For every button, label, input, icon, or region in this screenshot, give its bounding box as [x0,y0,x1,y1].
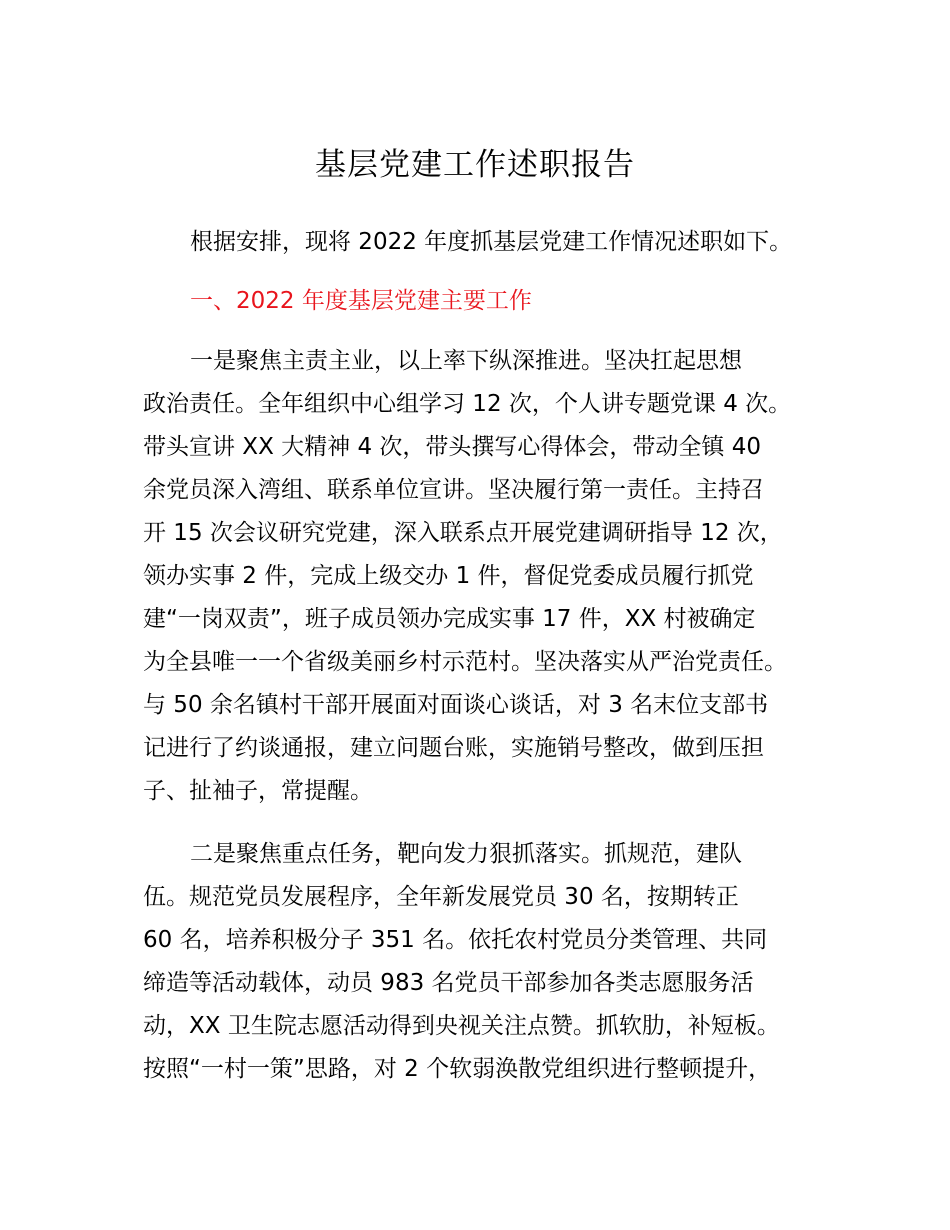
paragraph-line: 政治责任。全年组织中心组学习 12 次，个人讲专题党课 4 次。 [143,391,792,417]
document-title: 基层党建工作述职报告 [315,147,635,183]
paragraph-line: 二是聚焦重点任务，靶向发力狠抓落实。抓规范，建队 [190,841,742,867]
paragraph-line: 与 50 余名镇村干部开展面对面谈心谈话，对 3 名末位支部书 [143,692,769,718]
paragraph-line: 记进行了约谈通报，建立问题台账，实施销号整改，做到压担 [143,735,764,761]
paragraph-line: 余党员深入湾组、联系单位宣讲。坚决履行第一责任。主持召 [143,477,764,503]
paragraph-line: 子、扯袖子，常提醒。 [143,778,373,804]
paragraph-line: 一是聚焦主责主业，以上率下纵深推进。坚决扛起思想 [190,348,742,374]
paragraph-line: 领办实事 2 件，完成上级交办 1 件，督促党委成员履行抓党 [143,563,754,589]
paragraph-line: 伍。规范党员发展程序，全年新发展党员 30 名，按期转正 [143,884,739,910]
paragraph-line: 为全县唯一一个省级美丽乡村示范村。坚决落实从严治党责任。 [143,649,787,675]
intro-paragraph: 根据安排，现将 2022 年度抓基层党建工作情况述职如下。 [190,229,793,255]
paragraph-line: 缔造等活动载体，动员 983 名党员干部参加各类志愿服务活 [143,970,754,996]
paragraph-line: 建“一岗双责”，班子成员领办完成实事 17 件，XX 村被确定 [143,606,756,632]
paragraph-line: 开 15 次会议研究党建，深入联系点开展党建调研指导 12 次， [143,520,783,546]
paragraph-line: 按照“一村一策”思路，对 2 个软弱涣散党组织进行整顿提升， [143,1056,772,1082]
paragraph-line: 动，XX 卫生院志愿活动得到央视关注点赞。抓软肋，补短板。 [143,1013,780,1039]
paragraph-line: 带头宣讲 XX 大精神 4 次，带头撰写心得体会，带动全镇 40 [143,434,761,460]
paragraph-line: 60 名，培养积极分子 351 名。依托农村党员分类管理、共同 [143,927,768,953]
section-heading: 一、2022 年度基层党建主要工作 [190,288,532,314]
